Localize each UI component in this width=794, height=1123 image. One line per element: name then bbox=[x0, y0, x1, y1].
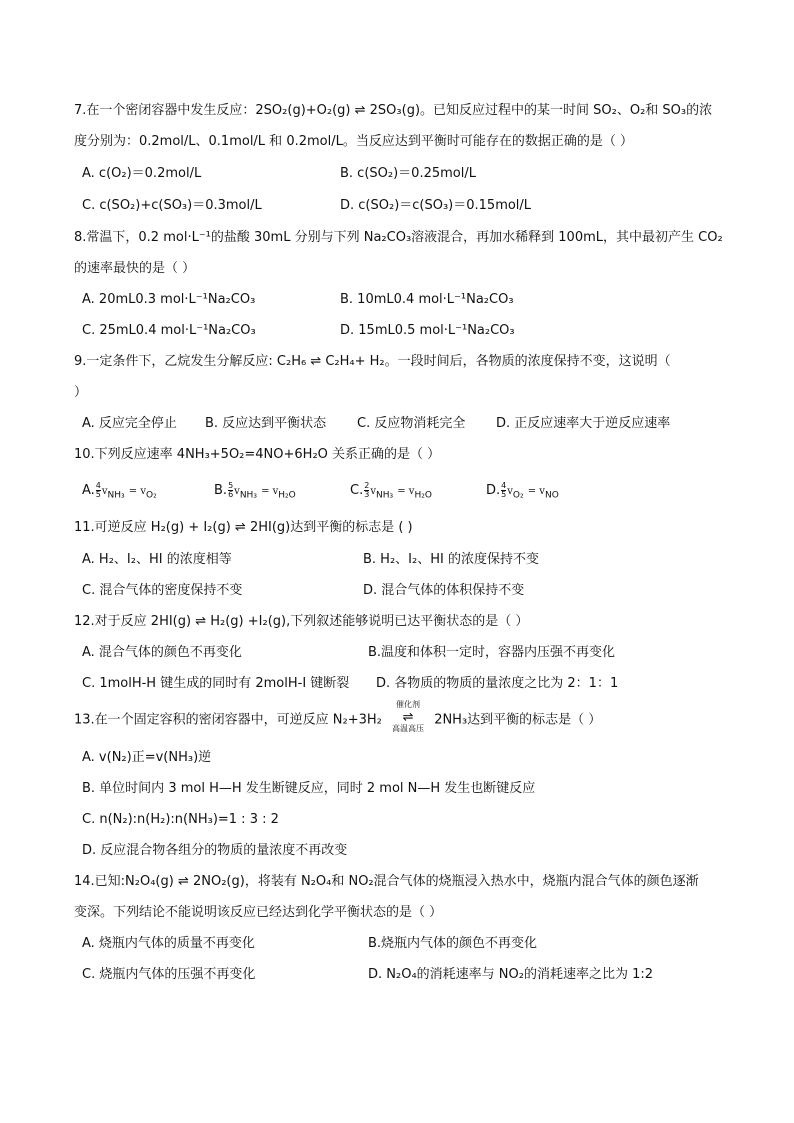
q13-option-b: B. 单位时间内 3 mol H—H 发生断键反应，同时 2 mol N—H 发生也断键反应 bbox=[82, 781, 536, 796]
q7-option-d: D. c(SO₂)＝c(SO₃)＝0.15mol/L bbox=[340, 198, 532, 213]
q10-a-rsub: O₂ bbox=[146, 490, 157, 501]
q10-b-v: v bbox=[234, 486, 240, 497]
catalyst-label: 催化剂 bbox=[396, 700, 421, 709]
q7-option-c: C. c(SO₂)+c(SO₃)＝0.3mol/L bbox=[82, 198, 262, 213]
q10-b-denominator: 6 bbox=[228, 490, 234, 499]
q10-b-eq: = v bbox=[261, 486, 279, 497]
q10-a-v: v bbox=[101, 486, 108, 497]
q8-option-d: D. 15mL0.5 mol·L⁻¹Na₂CO₃ bbox=[340, 323, 515, 338]
q10-d-sub: O₂ bbox=[512, 490, 524, 501]
q14-option-a: A. 烧瓶内气体的质量不再变化 bbox=[82, 936, 255, 951]
q10-c-numerator: 2 bbox=[364, 481, 370, 490]
q10-b-fraction bbox=[228, 482, 233, 499]
q13-option-d: D. 反应混合物各组分的物质的量浓度不再改变 bbox=[82, 843, 348, 858]
q7-stem-line2: 度分别为：0.2mol/L、0.1mol/L 和 0.2mol/L。当反应达到平衡时可能存在的数据正确的是（ ） bbox=[74, 134, 633, 149]
q10-option-c bbox=[350, 481, 432, 501]
q13-option-c: C. n(N₂):n(H₂):n(NH₃)=1 : 3 : 2 bbox=[82, 812, 279, 827]
q10-b-label: B. bbox=[214, 483, 228, 498]
q10-d-rsub: NO bbox=[544, 490, 559, 501]
q10-stem: 10.下列反应速率 4NH₃+5O₂=4NO+6H₂O 关系正确的是（ ） bbox=[74, 447, 441, 462]
q10-c-label: C. bbox=[350, 483, 364, 498]
q12-stem: 12.对于反应 2HI(g) ⇌ H₂(g) +I₂(g),下列叙述能够说明已达平衡状态的是（ ） bbox=[74, 614, 529, 629]
q10-d-eq: = v bbox=[527, 486, 545, 497]
q7-stem-line1: 7.在一个密闭容器中发生反应：2SO₂(g)+O₂(g) ⇌ 2SO₃(g)。已知反应过程中的某一时间 SO₂、O₂和 SO₃的浓 bbox=[74, 103, 713, 118]
q11-option-d: D. 混合气体的体积保持不变 bbox=[363, 583, 525, 598]
q10-c-eq: = v bbox=[397, 486, 415, 497]
q13-stem bbox=[74, 700, 734, 733]
q8-option-b: B. 10mL0.4 mol·L⁻¹Na₂CO₃ bbox=[340, 292, 514, 307]
q14-option-d: D. N₂O₄的消耗速率与 NO₂的消耗速率之比为 1:2 bbox=[368, 967, 654, 982]
q10-d-denominator: 5 bbox=[501, 490, 507, 499]
condition-label: 高温高压 bbox=[392, 724, 425, 733]
q12-option-a: A. 混合气体的颜色不再变化 bbox=[82, 645, 242, 660]
q10-a-numerator: 4 bbox=[95, 481, 101, 490]
q14-stem-line1: 14.已知:N₂O₄(g) ⇌ 2NO₂(g)，将装有 N₂O₄和 NO₂混合气体的烧瓶浸入热水中，烧瓶内混合气体的颜色逐渐 bbox=[74, 874, 699, 889]
q13-stem-post: 2NH₃达到平衡的标志是（ ） bbox=[434, 712, 602, 728]
q13-stem-pre: 13.在一个固定容积的密闭容器中，可逆反应 N₂+3H₂ bbox=[74, 712, 382, 728]
q10-d-numerator: 4 bbox=[501, 481, 507, 490]
q9-option-b: B. 反应达到平衡状态 bbox=[205, 416, 327, 431]
q9-option-c: C. 反应物消耗完全 bbox=[357, 416, 466, 431]
q10-option-b bbox=[214, 481, 296, 501]
q8-stem-line1: 8.常温下，0.2 mol·L⁻¹的盐酸 30mL 分别与下列 Na₂CO₃溶液混合，再加水稀释到 100mL，其中最初产生 CO₂ bbox=[74, 230, 723, 245]
q11-option-b: B. H₂、I₂、HI 的浓度保持不变 bbox=[363, 552, 539, 567]
q10-c-v: v bbox=[370, 486, 376, 497]
q8-option-c: C. 25mL0.4 mol·L⁻¹Na₂CO₃ bbox=[82, 323, 256, 338]
q13-option-a: A. v(N₂)正=v(NH₃)逆 bbox=[82, 750, 212, 765]
q10-d-v: v bbox=[507, 486, 513, 497]
q9-stem-line1: 9.一定条件下，乙烷发生分解反应: C₂H₆ ⇌ C₂H₄+ H₂。一段时间后，各物质的浓度保持不变，这说明（ bbox=[74, 354, 671, 369]
q10-c-rsub: H₂O bbox=[414, 490, 432, 501]
q9-option-d: D. 正反应速率大于逆反应速率 bbox=[496, 416, 671, 431]
q8-stem-line2: 的速率最快的是（ ） bbox=[74, 261, 196, 276]
q10-b-numerator: 5 bbox=[228, 481, 234, 490]
q10-a-fraction bbox=[96, 482, 101, 499]
q10-c-sub: NH₃ bbox=[375, 490, 394, 501]
equilibrium-arrow-icon: ⇌ bbox=[402, 710, 414, 725]
q10-b-rsub: H₂O bbox=[278, 490, 296, 501]
q11-stem: 11.可逆反应 H₂(g) + I₂(g) ⇌ 2HI(g)达到平衡的标志是 ( ) bbox=[74, 520, 413, 535]
q12-option-b: B.温度和体积一定时，容器内压强不再变化 bbox=[368, 645, 616, 660]
q12-option-d: D. 各物质的物质的量浓度之比为 2：1：1 bbox=[376, 676, 619, 691]
catalyst-equilibrium-arrow bbox=[386, 700, 430, 733]
q14-option-c: C. 烧瓶内气体的压强不再变化 bbox=[82, 967, 256, 982]
q12-option-c: C. 1molH-H 键生成的同时有 2molH-I 键断裂 bbox=[82, 676, 350, 691]
q10-option-a bbox=[82, 481, 157, 501]
q9-option-a: A. 反应完全停止 bbox=[82, 416, 177, 431]
q11-option-a: A. H₂、I₂、HI 的浓度相等 bbox=[82, 552, 232, 567]
q9-stem-line2: ） bbox=[74, 385, 88, 400]
q14-option-b: B.烧瓶内气体的颜色不再变化 bbox=[368, 936, 538, 951]
q7-option-b: B. c(SO₂)＝0.25mol/L bbox=[340, 166, 476, 181]
q8-option-a: A. 20mL0.3 mol·L⁻¹Na₂CO₃ bbox=[82, 292, 256, 307]
q7-option-a: A. c(O₂)＝0.2mol/L bbox=[82, 166, 202, 181]
q10-a-denominator: 5 bbox=[95, 490, 101, 499]
q10-a-eq: = v bbox=[128, 486, 147, 497]
q10-d-label: D. bbox=[486, 483, 501, 498]
q10-c-denominator: 3 bbox=[364, 490, 370, 499]
q10-b-sub: NH₃ bbox=[239, 490, 257, 501]
q10-c-fraction bbox=[364, 482, 369, 499]
q14-stem-line2: 变深。下列结论不能说明该反应已经达到化学平衡状态的是（ ） bbox=[74, 905, 443, 920]
q10-d-fraction bbox=[501, 482, 506, 499]
q10-a-label: A. bbox=[82, 483, 95, 498]
q11-option-c: C. 混合气体的密度保持不变 bbox=[82, 583, 243, 598]
q10-a-sub: NH₃ bbox=[107, 490, 125, 501]
q10-option-d bbox=[486, 481, 559, 501]
